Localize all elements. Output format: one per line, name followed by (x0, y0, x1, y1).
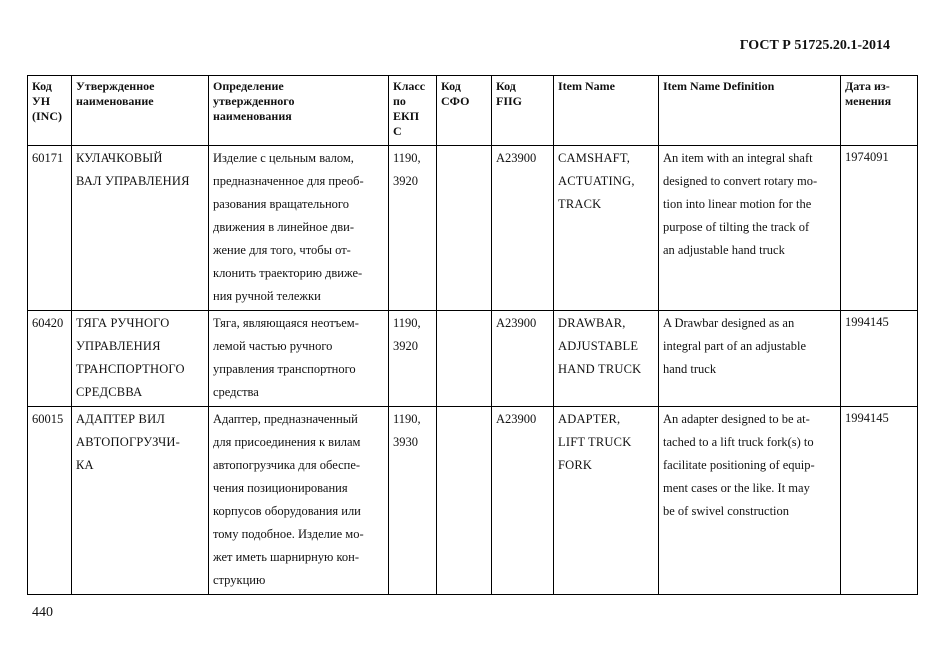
cell-change-date-value: 1974091 (845, 150, 889, 164)
cell-item-name (554, 146, 659, 311)
cell-item-name-line: TRACK (558, 197, 602, 211)
cell-approved-name-line: АВТОПОГРУЗЧИ- (76, 435, 181, 449)
cell-inc-code-value: 60171 (32, 151, 64, 165)
cell-item-name-definition (659, 311, 841, 407)
cell-item-name-line: ADAPTER, (558, 412, 621, 426)
cell-item-name-definition-line: tion into linear motion for the (663, 197, 812, 211)
cell-class (389, 407, 437, 595)
header-class: Класс по ЕКП С (389, 76, 437, 146)
cell-approved-name-line: КА (76, 458, 94, 472)
cell-item-name-definition-line: be of swivel construction (663, 504, 790, 518)
cell-item-name-definition (659, 407, 841, 595)
cell-item-name-definition-line: tached to a lift truck fork(s) to (663, 435, 814, 449)
cell-item-name-definition-line: An adapter designed to be at- (663, 412, 810, 426)
header-sfo-code: Код СФО (437, 76, 492, 146)
cell-item-name-definition-line: an adjustable hand truck (663, 243, 785, 257)
cell-approved-name-line: КУЛАЧКОВЫЙ (76, 151, 163, 165)
cell-fiig-code (492, 311, 554, 407)
cell-approved-name (72, 146, 209, 311)
cell-approved-definition-line: жет иметь шарнирную кон- (213, 550, 360, 564)
cell-class-line: 3920 (393, 174, 418, 188)
cell-item-name-line: HAND TRUCK (558, 362, 642, 376)
cell-approved-name-line: СРЕДСВВА (76, 385, 143, 399)
header-inc-code: Код УН (INC) (28, 76, 72, 146)
cell-item-name-definition-line: purpose of tilting the track of (663, 220, 810, 234)
cell-class-line: 1190, (393, 412, 421, 426)
cell-item-name-definition-line: hand truck (663, 362, 717, 376)
cell-approved-name-line: ВАЛ УПРАВЛЕНИЯ (76, 174, 190, 188)
cell-approved-name-line: АДАПТЕР ВИЛ (76, 412, 165, 426)
cell-class (389, 146, 437, 311)
cell-item-name-line: FORK (558, 458, 593, 472)
cell-item-name-line: LIFT TRUCK (558, 435, 632, 449)
cell-item-name-definition-line: A Drawbar designed as an (663, 316, 795, 330)
cell-approved-definition-line: Тяга, являющаяся неотъем- (213, 316, 359, 330)
cell-approved-name (72, 311, 209, 407)
cell-fiig-code (492, 146, 554, 311)
cell-approved-name (72, 407, 209, 595)
cell-item-name-line: DRAWBAR, (558, 316, 626, 330)
cell-approved-definition (209, 311, 389, 407)
cell-approved-definition-line: чения позиционирования (213, 481, 348, 495)
cell-item-name-line: CAMSHAFT, (558, 151, 631, 165)
cell-approved-definition-line: автопогрузчика для обеспе- (213, 458, 361, 472)
cell-item-name (554, 407, 659, 595)
table-body (28, 146, 918, 595)
cell-approved-name-line: УПРАВЛЕНИЯ (76, 339, 161, 353)
cell-change-date-value: 1994145 (845, 411, 889, 425)
cell-approved-definition-line: тому подобное. Изделие мо- (213, 527, 364, 541)
header-item-name: Item Name (554, 76, 659, 146)
header-fiig-code: Код FIIG (492, 76, 554, 146)
header-change-date: Дата из- менения (841, 76, 918, 146)
cell-approved-definition-line: клонить траекторию движе- (213, 266, 363, 280)
cell-item-name-definition-line: facilitate positioning of equip- (663, 458, 815, 472)
cell-inc-code-value: 60420 (32, 316, 64, 330)
cell-fiig-code-value: A23900 (496, 151, 537, 165)
cell-item-name-definition-line: integral part of an adjustable (663, 339, 806, 353)
cell-item-name-line: ACTUATING, (558, 174, 635, 188)
cell-change-date (841, 407, 918, 595)
cell-item-name-line: ADJUSTABLE (558, 339, 639, 353)
page-number: 440 (32, 605, 53, 620)
cell-approved-definition-line: струкцию (213, 573, 266, 587)
cell-item-name-definition-line: ment cases or the like. It may (663, 481, 810, 495)
cell-item-name (554, 311, 659, 407)
cell-approved-definition-line: Изделие с цельным валом, (213, 151, 354, 165)
cell-change-date-value: 1994145 (845, 315, 889, 329)
cell-item-name-definition (659, 146, 841, 311)
cell-fiig-code-value: A23900 (496, 316, 537, 330)
classification-table (27, 75, 918, 595)
table-row (28, 146, 918, 311)
cell-inc-code (28, 146, 72, 311)
cell-class-line: 1190, (393, 151, 421, 165)
table-row (28, 311, 918, 407)
cell-approved-definition-line: Адаптер, предназначенный (213, 412, 358, 426)
cell-approved-definition-line: для присоединения к вилам (213, 435, 361, 449)
cell-item-name-definition-line: An item with an integral shaft (663, 151, 813, 165)
cell-approved-definition-line: движения в линейное дви- (213, 220, 354, 234)
cell-class (389, 311, 437, 407)
cell-sfo-code (437, 407, 492, 595)
cell-approved-definition-line: предназначенное для преоб- (213, 174, 364, 188)
header-item-name-definition: Item Name Definition (659, 76, 841, 146)
cell-inc-code (28, 407, 72, 595)
cell-approved-definition (209, 146, 389, 311)
table-row (28, 407, 918, 595)
cell-approved-definition-line: средства (213, 385, 259, 399)
cell-approved-definition-line: ния ручной тележки (213, 289, 321, 303)
cell-change-date (841, 146, 918, 311)
cell-fiig-code (492, 407, 554, 595)
cell-inc-code-value: 60015 (32, 412, 64, 426)
cell-approved-definition-line: жение для того, чтобы от- (213, 243, 351, 257)
cell-class-line: 3930 (393, 435, 418, 449)
cell-approved-definition-line: корпусов оборудования или (213, 504, 361, 518)
cell-class-line: 1190, (393, 316, 421, 330)
document-code: ГОСТ Р 51725.20.1-2014 (739, 38, 890, 53)
cell-approved-definition-line: лемой частью ручного (213, 339, 333, 353)
header-approved-name: Утвержденное наименование (72, 76, 209, 146)
cell-item-name-definition-line: designed to convert rotary mo- (663, 174, 818, 188)
cell-fiig-code-value: A23900 (496, 412, 537, 426)
cell-change-date (841, 311, 918, 407)
header-approved-definition: Определение утвержденного наименования (209, 76, 389, 146)
cell-sfo-code (437, 146, 492, 311)
cell-class-line: 3920 (393, 339, 418, 353)
cell-sfo-code (437, 311, 492, 407)
cell-inc-code (28, 311, 72, 407)
cell-approved-definition (209, 407, 389, 595)
cell-approved-definition-line: разования вращательного (213, 197, 349, 211)
cell-approved-name-line: ТЯГА РУЧНОГО (76, 316, 170, 330)
cell-approved-name-line: ТРАНСПОРТНОГО (76, 362, 185, 376)
table-header-row (28, 76, 918, 146)
cell-approved-definition-line: управления транспортного (213, 362, 356, 376)
